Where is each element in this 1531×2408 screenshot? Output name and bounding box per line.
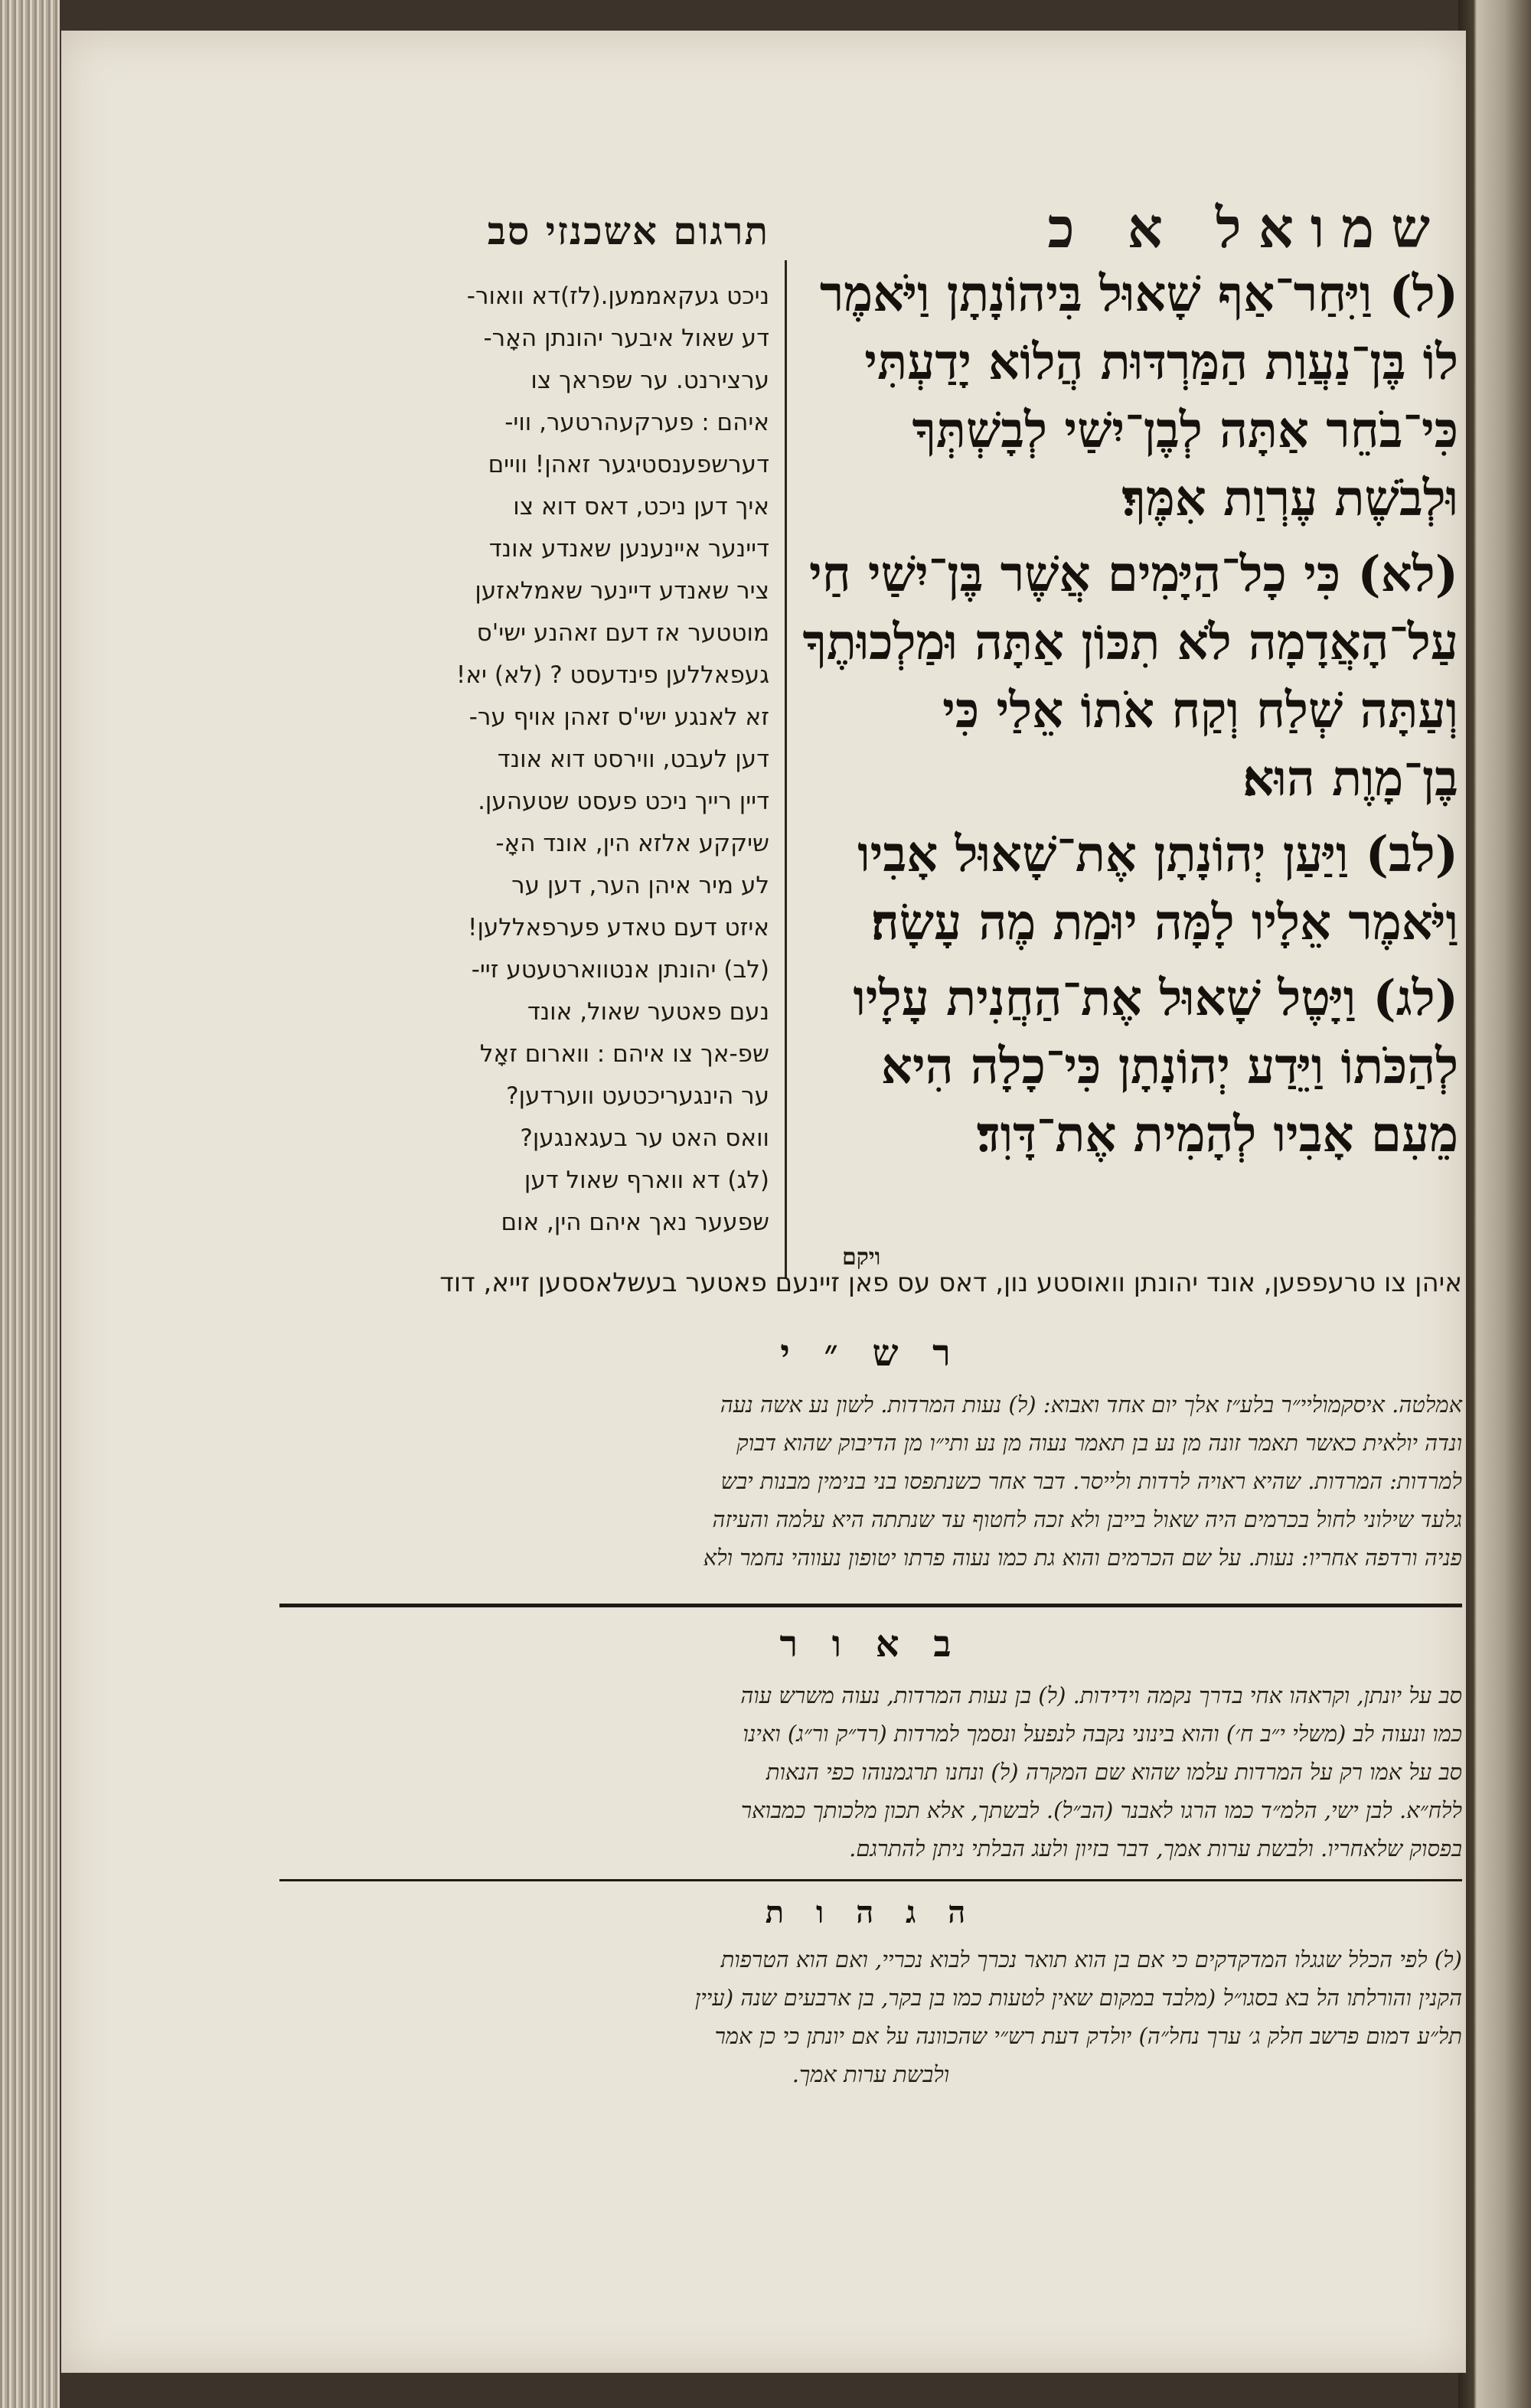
note-line: (ל) לפי הכלל שגגלו המדקדקים כי אם בן הוא תואר נכרך לבוא נכריי, ואם הוא הטרפות [720, 1946, 1462, 1972]
translation-line: שיקקע אלזא הין, אונד האָ- [495, 830, 769, 857]
bible-verse: (לג) וַיָּטֶל שָׁאוּל אֶת־הַחֲנִית עָלָיו לְהַכֹּתוֹ וַיֵּדַע יְהוֹנָתָן כִּי־כָלָה הִיא מֵעִם אָבִיו לְהָמִית אֶת־דָּוִד׃ [853, 970, 1458, 1163]
commentary-line: אמלטה. איסקמוליי״ר בלע״ז אלך יום אחד ואבוא: (ל) נעות המרדות. לשון נע אשה נעה [720, 1392, 1462, 1418]
bible-text-column [800, 260, 1458, 1176]
translation-line: ערצירנט. ער שפראך צו [530, 367, 769, 394]
translation-line: ניכט געקאממען.(לז)דא וואור- [466, 282, 769, 310]
note-line: תל״ע דמום פרשב חלק ג׳ ערך נחל״ה) יולדק דעת רש״י שהכוונה על אם יונתן כי כן אמר [714, 2023, 1462, 2049]
translation-line: דען לעבט, ווירסט דוא אונד [497, 746, 769, 773]
translation-line: דע שאול איבער יהונתן האָר- [483, 325, 769, 352]
translation-line: איהם : פערקעהרטער, ווי- [504, 409, 769, 436]
section-divider [279, 1879, 1462, 1881]
bible-verse: (לא) כִּי כָל־הַיָּמִים אֲשֶׁר בֶּן־יִשַׁי חַי עַל־הָאֲדָמָה לֹא תִכּוֹן אַתָּה וּמַלְכוּתֶךָ וְעַתָּה שְׁלַח וְקַח אֹתוֹ אֵלַי כִּי בֶן־מָוֶת הוּא׃ [802, 546, 1458, 808]
section-divider [279, 1604, 1462, 1607]
translation-line: דיין רייך ניכט פעסט שטעהען. [478, 788, 769, 815]
rashi-commentary [279, 1385, 1462, 1577]
translation-line: ציר שאנדע דיינער שאמלאזען [475, 577, 769, 605]
book-page [61, 31, 1466, 2373]
commentary-line: סב על אמו רק על המרדות עלמו שהוא שם המקרה (ל) ונחנו תרגמנוהו כפי הנאות [766, 1759, 1462, 1785]
translation-line: זא לאנגע ישי'ס זאהן אויף ער- [468, 703, 769, 731]
biur-title: ב א ו ר [779, 1623, 962, 1666]
book-page-edges-right [1458, 0, 1531, 2408]
german-translation-column [279, 276, 769, 1244]
commentary-line: סב על יונתן, וקראהו אחי בדרך נקמה וידידות. (ל) בן נעות המרדות, נעוה משרש עוה [740, 1682, 1462, 1708]
translation-line: דיינער איינענען שאנדע אונד [488, 535, 769, 563]
translation-line: ער הינגעריכטעט ווערדען? [506, 1082, 769, 1110]
translation-line: שפ-אך צו איהם : ווארום זאָל [479, 1040, 769, 1068]
translation-header: תרגום אשכנזי סב [487, 208, 769, 253]
rashi-title: ר ש ״ י [780, 1332, 961, 1375]
translation-continuation: איהן צו טרעפפען, אונד יהונתן וואוסטע נון, דאס עס פאן זיינעם פאטער בעשלאססען זייא, דוד [439, 1268, 1462, 1298]
bible-verse: (לב) וַיַּעַן יְהוֹנָתָן אֶת־שָׁאוּל אָבִיו וַיֹּאמֶר אֵלָיו לָמָּה יוּמַת מֶה עָשָׂה׃ [857, 826, 1458, 951]
commentary-line: גלעד שילוני לחול בכרמים היה שאול בייבן ולא זכה לחטוף עד שנתתה היא עלמה והעיזה [712, 1506, 1462, 1532]
note-line: ולבשת ערות אמך. [792, 2061, 950, 2087]
book-chapter-header: שמואל א כ [1047, 195, 1447, 260]
commentary-line: למרדות: המרדות. שהיא ראויה לרדות ולייסר. דבר אחר כשנתפסו בני בנימין מבנות יבש [720, 1468, 1462, 1494]
bible-verse: (ל) וַיִּחַר־אַף שָׁאוּל בִּיהוֹנָתָן וַיֹּאמֶר לוֹ בֶּן־נַעֲוַת הַמַּרְדּוּת הֲלוֹא יָדַעְתִּי כִּי־בֹחֵר אַתָּה לְבֶן־יִשַׁי לְבָשְׁתְּךָ וּלְבֹשֶׁת עֶרְוַת אִמֶּךָ׃ [819, 266, 1458, 527]
translation-line: לע מיר איהן הער, דען ער [511, 872, 769, 899]
biur-commentary [279, 1676, 1462, 1868]
translation-line: וואס האט ער בעגאנגען? [520, 1124, 769, 1152]
commentary-line: פניה ורדפה אחריו: נעות. על שם הכרמים והוא גת כמו נעוה פרתו יטופון נעווהי נחמר ולא [703, 1545, 1462, 1571]
haggahot-title: ה ג ה ו ת [765, 1894, 977, 1930]
commentary-line: ללח״א. לבן ישי, הלמ״ד כמו הרגו לאבנר (הב״ל). לבשתך, אלא תכון מלכותך כמבואר [740, 1797, 1462, 1823]
translation-line: איך דען ניכט, דאס דוא צו [513, 493, 769, 520]
catchword: ויקם [842, 1244, 881, 1271]
note-line: הקנין והורלתו הל בא בסגו״ל (מלבד במקום שאין לטעות כמו בן בקר, בן ארבעים שנה (עיין [694, 1985, 1462, 2011]
commentary-line: כמו ונעוה לב (משלי י״ב ח׳) והוא בינוני נקבה לנפעל ונסמך למרדות (רד״ק ור״ג) ואינו [743, 1721, 1462, 1747]
commentary-line: ונדה יולאית כאשר תאמר זונה מן נע בן תאמר נעוה מן נע ותי״ו מן הדיבוק שהוא דבוק [736, 1430, 1462, 1456]
translation-line: (לב) יהונתן אנטווארטעטע זיי- [471, 956, 769, 984]
translation-line: דערשפענסטיגער זאהן! וויים [488, 451, 769, 478]
book-page-edges-left [0, 0, 60, 2408]
haggahot-notes [279, 1940, 1462, 2093]
translation-line: איזט דעם טאדע פערפאללען! [468, 914, 769, 941]
translation-line: נעם פאטער שאול, אונד [527, 998, 769, 1026]
translation-line: (לג) דא ווארף שאול דען [524, 1166, 769, 1194]
commentary-line: בפסוק שלאחריו. ולבשת ערות אמך, דבר בזיון ולעג הבלתי ניתן להתרגם. [849, 1835, 1462, 1861]
translation-line: שפעער נאך איהם הין, אום [501, 1209, 769, 1236]
column-divider [785, 260, 787, 1278]
translation-line: מוטטער אז דעם זאהנע ישי'ס [476, 619, 769, 647]
translation-line: געפאללען פינדעסט ? (לא) יא! [455, 661, 769, 689]
